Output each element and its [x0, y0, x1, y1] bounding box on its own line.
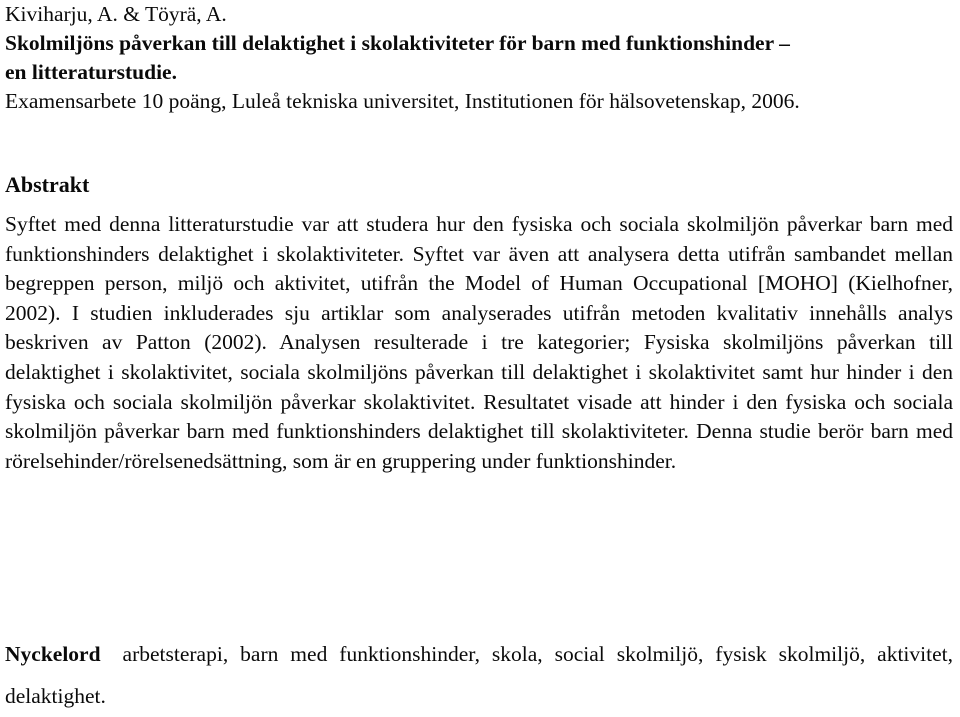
document-page: [5, 0, 955, 708]
thesis-title-line-2: en litteraturstudie.: [5, 60, 177, 84]
keywords-label: Nyckelord: [5, 642, 101, 666]
abstract-body: Syftet med denna litteraturstudie var att studera hur den fysiska och sociala skolmiljön påverkar barn med funktionshinders delaktighet i skolaktiviteter. Syftet var även att analysera detta utifrån sambandet mellan begreppen person, miljö och aktivitet, utifrån the Model of Human Occupational [MOHO] (Kielhofner, 2002). I studien inkluderades sju artiklar som analyserades utifrån metoden kvalitativ innehålls analys beskriven av Patton (2002). Analysen resulterade i tre kategorier; Fysiska skolmiljöns påverkan till delaktighet i skolaktivitet, sociala skolmiljöns påverkan till delaktighet i skolaktivitet samt hur hinder i den fysiska och sociala skolmiljön påverkar skolaktivitet. Resultatet visade att hinder i den fysiska och sociala skolmiljön påverkar barn med funktionshinders delaktighet till skolaktiviteter. Denna studie berör barn med rörelsehinder/rörelsenedsättning, som är en gruppering under funktionshinder.: [5, 212, 953, 473]
abstract-heading: Abstrakt: [5, 172, 90, 197]
citation-source: Examensarbete 10 poäng, Luleå tekniska universitet, Institutionen för hälsovetenskap, 2006.: [5, 89, 800, 113]
citation-authors: Kiviharju, A. & Töyrä, A.: [5, 2, 227, 26]
thesis-title-line-1: Skolmiljöns påverkan till delaktighet i skolaktiviteter för barn med funktionshinder –: [5, 31, 790, 55]
keywords-text: arbetsterapi, barn med funktionshinder, skola, social skolmiljö, fysisk skolmiljö, aktivitet, delaktighet.: [5, 642, 953, 708]
keywords-section: [5, 633, 953, 717]
